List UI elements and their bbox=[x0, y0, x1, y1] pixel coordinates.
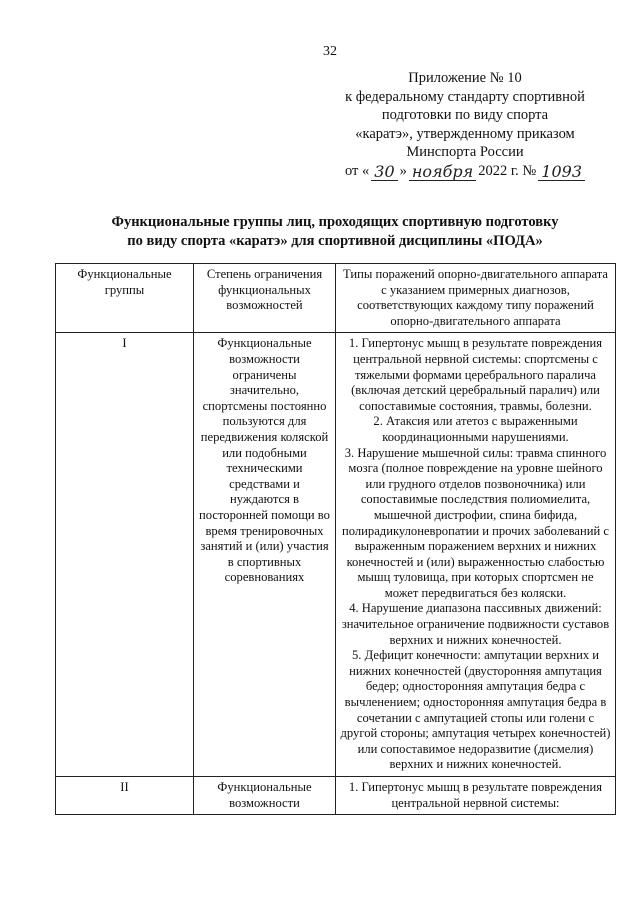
type-item: 3. Нарушение мышечной силы: травма спинного мозга (полное повреждение на уровне шейного или грудного отделов позвоночника) или сопоставимые последствия полиомиелита, мышечной дистрофии, спина бифида, полирадикулоневропатии и прочих заболеваний с выраженным поражением верхних и нижних конечностей и (или) выраженностью слабостью мышц туловища, при которых спортсмен не может передвигаться без коляски. bbox=[342, 445, 609, 600]
appendix-line: к федеральному стандарту спортивной bbox=[345, 88, 585, 105]
appendix-line: подготовки по виду спорта bbox=[381, 107, 549, 124]
types-cell bbox=[336, 333, 616, 777]
appendix-line: Приложение № 10 bbox=[408, 70, 522, 86]
type-item: 2. Атаксия или атетоз с выраженными координационными нарушениями. bbox=[373, 414, 578, 444]
type-item: 5. Дефицит конечности: ампутации верхних и нижних конечностей (двусторонняя ампутация бедер; односторонняя ампутация бедра с вычленением; односторонняя ампутация бедра в сочетании с ампутацией стопы или голени с другой стороны; ампутация четырех конечностей) или сопоставимое недоразвитие (дисмелия) верхних и нижних конечностей. bbox=[340, 648, 611, 772]
types-cell bbox=[336, 777, 616, 815]
document-title bbox=[95, 213, 575, 251]
order-mid: » bbox=[399, 162, 407, 179]
appendix-block bbox=[330, 69, 600, 181]
order-prefix: от « bbox=[344, 162, 370, 179]
title-line: Функциональные группы лиц, проходящих спортивную подготовку bbox=[111, 214, 559, 230]
table-header-row bbox=[56, 264, 616, 333]
order-date-line bbox=[330, 162, 600, 181]
title-line: по виду спорта «каратэ» для спортивной дисциплины «ПОДА» bbox=[127, 233, 543, 249]
header-cell: Степень ограничения функциональных возможностей bbox=[194, 264, 336, 333]
degree-cell: Функциональные возможности bbox=[194, 777, 336, 815]
group-cell: II bbox=[56, 777, 194, 815]
appendix-line: «каратэ», утвержденному приказом bbox=[355, 125, 575, 142]
header-cell: Функциональные группы bbox=[56, 264, 194, 333]
type-item: 1. Гипертонус мышц в результате повреждения центральной нервной системы: спортсмены с тяжелыми формами церебрального паралича (включая детский церебральный паралич) или сопоставимые состояния, травмы, болезни. bbox=[348, 336, 603, 413]
page-number: 32 bbox=[323, 44, 337, 59]
table-row bbox=[56, 333, 616, 777]
type-item: 4. Нарушение диапазона пассивных движений: значительное ограничение подвижности суставов верхних и нижних конечностей. bbox=[341, 601, 610, 647]
degree-cell: Функциональные возможности ограничены значительно, спортсмены постоянно пользуются для передвижения коляской или подобными техническими средствами и нуждаются в посторонней помощи во время тренировочных занятий и (или) участия в спортивных соревнованиях bbox=[194, 333, 336, 777]
header-cell: Типы поражений опорно-двигательного аппарата с указанием примерных диагнозов, соответствующих каждому типу поражений опорно-двигательного аппарата bbox=[336, 264, 616, 333]
order-number: 1093 bbox=[538, 164, 585, 181]
table-row bbox=[56, 777, 616, 815]
type-item: 1. Гипертонус мышц в результате повреждения центральной нервной системы: bbox=[348, 780, 603, 810]
functional-groups-table bbox=[55, 263, 616, 815]
order-year: 2022 г. № bbox=[478, 162, 537, 179]
appendix-line: Минспорта России bbox=[406, 144, 524, 161]
order-month: ноября bbox=[409, 164, 476, 181]
order-day: 30 bbox=[371, 164, 397, 181]
group-cell: I bbox=[56, 333, 194, 777]
